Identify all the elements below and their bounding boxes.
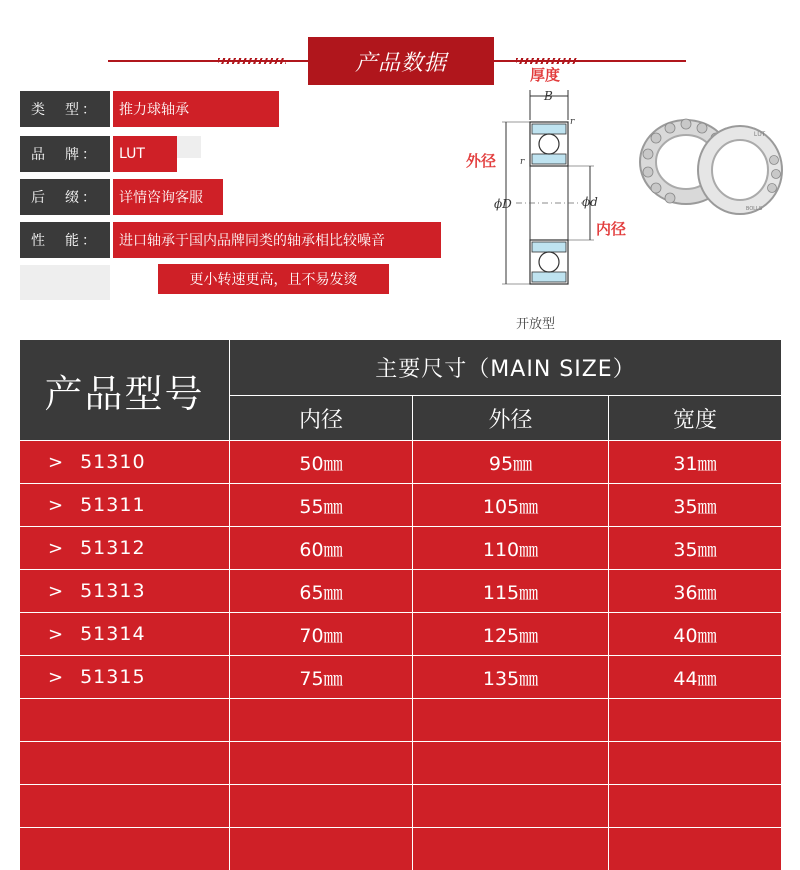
table-row	[20, 441, 781, 483]
cell-outer-diameter: 125㎜	[413, 613, 608, 655]
chevron-right-icon: >	[48, 494, 65, 516]
cell-inner-diameter: 65㎜	[230, 570, 412, 612]
cell-outer-diameter: 110㎜	[413, 527, 608, 569]
cell-inner-diameter	[230, 742, 412, 784]
cell-inner-diameter	[230, 699, 412, 741]
table-row	[20, 699, 781, 741]
cell-width	[609, 699, 781, 741]
cell-width	[609, 828, 781, 870]
cell-model	[20, 828, 229, 870]
info-value-brand: LUT	[113, 136, 177, 172]
outer-d-symbol: ϕD	[494, 197, 512, 211]
info-spacer	[177, 136, 201, 158]
cell-model	[20, 656, 229, 698]
cell-model	[20, 742, 229, 784]
header-inner-diameter: 内径	[230, 396, 412, 440]
info-key-suffix: 后 缀：	[20, 179, 110, 215]
chevron-right-icon: >	[48, 451, 65, 473]
cell-model	[20, 570, 229, 612]
r-symbol-side: r	[520, 157, 525, 167]
chevron-right-icon: >	[48, 580, 65, 602]
outer-diameter-label: 外径	[466, 153, 497, 170]
info-row-suffix	[20, 179, 223, 215]
width-label: 厚度	[530, 67, 561, 84]
info-value-performance-cont: 更小转速更高，且不易发烫	[158, 264, 389, 294]
cell-outer-diameter: 95㎜	[413, 441, 608, 483]
cell-outer-diameter: 115㎜	[413, 570, 608, 612]
cell-outer-diameter: 135㎜	[413, 656, 608, 698]
cell-model	[20, 527, 229, 569]
section-title: 产品数据	[308, 37, 494, 85]
cell-inner-diameter: 55㎜	[230, 484, 412, 526]
cell-outer-diameter	[413, 699, 608, 741]
header-dash-left	[218, 58, 286, 64]
info-value-suffix: 详情咨询客服	[113, 179, 223, 215]
cell-outer-diameter: 105㎜	[413, 484, 608, 526]
dimension-table	[20, 340, 781, 870]
table-row	[20, 656, 781, 698]
cell-model	[20, 699, 229, 741]
cell-width: 36㎜	[609, 570, 781, 612]
cell-outer-diameter	[413, 828, 608, 870]
b-symbol: B	[544, 89, 553, 103]
model-number: 51313	[80, 580, 146, 602]
diagram-caption: 开放型	[516, 317, 556, 332]
table-row	[20, 570, 781, 612]
photo-ring-text: BOLLS	[746, 206, 763, 212]
cell-outer-diameter	[413, 785, 608, 827]
table-row	[20, 742, 781, 784]
info-key-type: 类 型：	[20, 91, 110, 127]
info-row-type	[20, 91, 279, 127]
cell-inner-diameter: 75㎜	[230, 656, 412, 698]
model-number: 51314	[80, 623, 146, 645]
model-number: 51311	[80, 494, 146, 516]
info-value-type: 推力球轴承	[113, 91, 279, 127]
cell-outer-diameter	[413, 742, 608, 784]
inner-d-symbol: ϕd	[582, 195, 598, 209]
inner-diameter-label: 内径	[596, 221, 627, 238]
cell-model	[20, 441, 229, 483]
table-row	[20, 785, 781, 827]
info-row-brand	[20, 136, 201, 172]
info-key-performance: 性 能：	[20, 222, 110, 258]
info-key-blank	[20, 265, 110, 300]
table-row	[20, 613, 781, 655]
table-row	[20, 484, 781, 526]
chevron-right-icon: >	[48, 537, 65, 559]
cell-width: 40㎜	[609, 613, 781, 655]
cell-model	[20, 785, 229, 827]
model-number: 51315	[80, 666, 146, 688]
header-model: 产品型号	[20, 340, 229, 440]
cell-width	[609, 785, 781, 827]
info-value-performance: 进口轴承于国内品牌同类的轴承相比较噪音	[113, 222, 441, 258]
cell-inner-diameter	[230, 828, 412, 870]
header-width: 宽度	[609, 396, 781, 440]
header-outer-diameter: 外径	[413, 396, 608, 440]
r-symbol-top: r	[570, 117, 575, 127]
bearing-product-image	[636, 110, 786, 220]
table-row	[20, 828, 781, 870]
cell-inner-diameter: 70㎜	[230, 613, 412, 655]
header-main-size: 主要尺寸（MAIN SIZE）	[230, 340, 781, 395]
cell-inner-diameter: 60㎜	[230, 527, 412, 569]
cell-width: 31㎜	[609, 441, 781, 483]
chevron-right-icon: >	[48, 666, 65, 688]
model-number: 51312	[80, 537, 146, 559]
info-row-performance	[20, 222, 441, 258]
cell-inner-diameter: 50㎜	[230, 441, 412, 483]
cell-width: 35㎜	[609, 527, 781, 569]
cell-inner-diameter	[230, 785, 412, 827]
model-number: 51310	[80, 451, 146, 473]
photo-brand-mark: LUT	[754, 132, 766, 138]
cell-width	[609, 742, 781, 784]
bearing-dimension-diagram	[456, 60, 636, 335]
info-key-brand: 品 牌：	[20, 136, 110, 172]
chevron-right-icon: >	[48, 623, 65, 645]
table-row	[20, 527, 781, 569]
cell-model	[20, 613, 229, 655]
cell-width: 44㎜	[609, 656, 781, 698]
cell-width: 35㎜	[609, 484, 781, 526]
cell-model	[20, 484, 229, 526]
